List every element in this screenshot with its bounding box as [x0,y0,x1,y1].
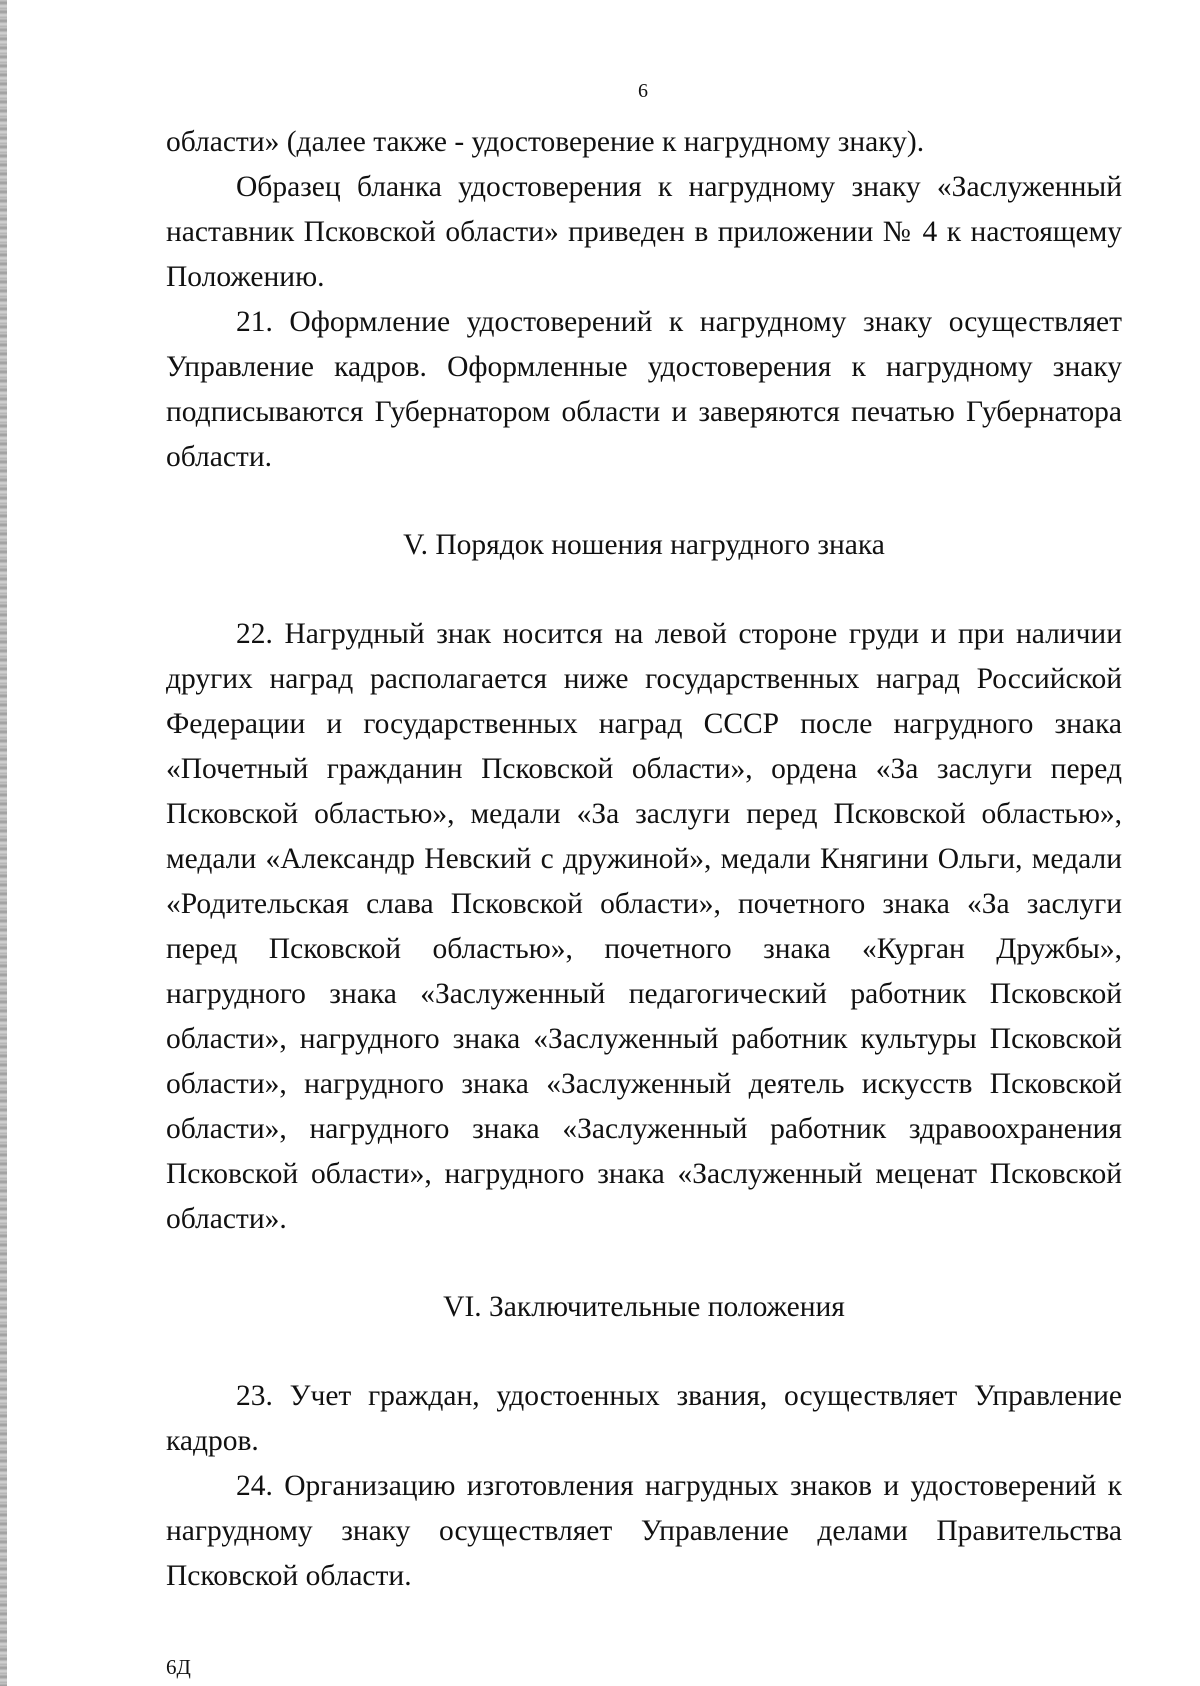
document-body [166,120,1122,1599]
paragraph-21: 21. Оформление удостоверений к нагрудному знаку осуществляет Управление кадров. Оформленные удостоверения к нагрудному знаку подписываются Губернатором области и заверяются печатью Губернатора области. [166,306,1122,473]
section-heading-6: VI. Заключительные положения [443,1291,845,1323]
paragraph-sample-form: Образец бланка удостоверения к нагрудному знаку «Заслуженный наставник Псковской области» приведен в приложении № 4 к настоящему Положению. [166,171,1122,293]
paragraph-continuation: области» (далее также - удостоверение к нагрудному знаку). [166,126,925,158]
paragraph-22: 22. Нагрудный знак носится на левой стороне груди и при наличии других наград располагается ниже государственных наград Российской Федерации и государственных наград СССР после нагрудного знака «Почетный гражданин Псковской области», ордена «За заслуги перед Псковской областью», медали «За заслуги перед Псковской областью», медали «Александр Невский с дружиной», медали Княгини Ольги, медали «Родительская слава Псковской области», почетного знака «За заслуги перед Псковской областью», почетного знака «Курган Дружбы», нагрудного знака «Заслуженный педагогический работник Псковской области», нагрудного знака «Заслуженный работник культуры Псковской области», нагрудного знака «Заслуженный деятель искусств Псковской области», нагрудного знака «Заслуженный работник здравоохранения Псковской области», нагрудного знака «Заслуженный меценат Псковской области». [166,618,1122,1235]
page-number: 6 [638,80,648,102]
paragraph-23: 23. Учет граждан, удостоенных звания, осуществляет Управление кадров. [166,1380,1122,1457]
section-heading-5: V. Порядок ношения нагрудного знака [403,529,885,561]
footer-code: 6Д [166,1655,191,1679]
scan-edge-decoration [0,0,7,1686]
paragraph-24: 24. Организацию изготовления нагрудных знаков и удостоверений к нагрудному знаку осуществляет Управление делами Правительства Псковской области. [166,1470,1122,1592]
